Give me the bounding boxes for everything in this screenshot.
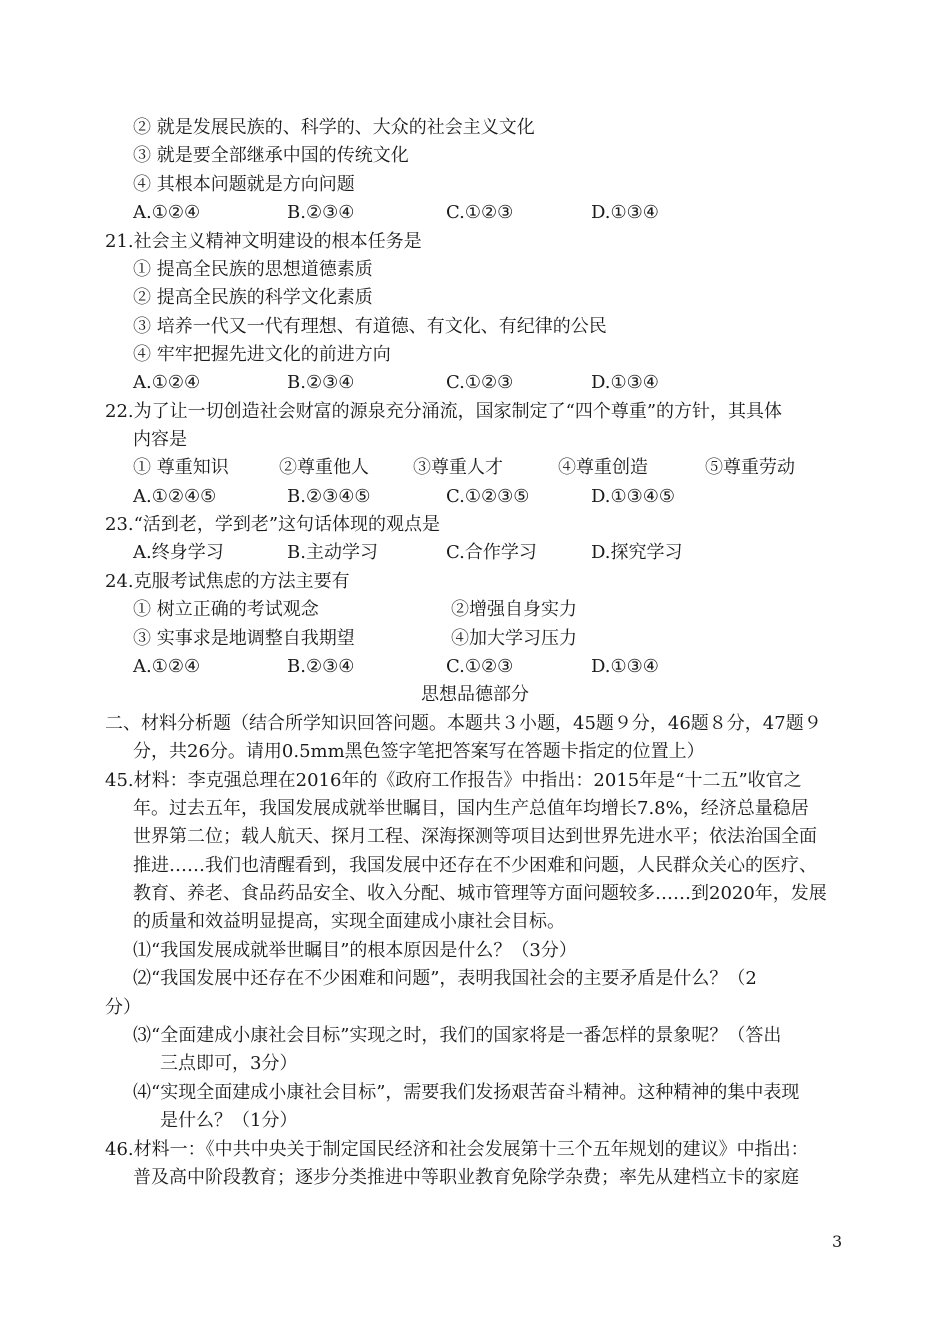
q20-item-4: ④ 其根本问题就是方向问题 bbox=[133, 174, 355, 195]
q21-item-3: ③ 培养一代又一代有理想、有道德、有文化、有纪律的公民 bbox=[133, 316, 607, 337]
q45-material-line-2: 年。过去五年，我国发展成就举世瞩目，国内生产总值年均增长7.8%，经济总量稳居 bbox=[133, 798, 809, 819]
part2-header-line-1: 二、材料分析题（结合所学知识回答问题。本题共３小题，45题９分，46题８分，47题９ bbox=[105, 713, 822, 734]
q20-option-a: A.①②④ bbox=[133, 202, 201, 223]
q46-line-1: 46.材料一：《中共中央关于制定国民经济和社会发展第十三个五年规划的建议》中指出： bbox=[105, 1139, 809, 1160]
q21-item-1: ① 提高全民族的思想道德素质 bbox=[133, 259, 373, 280]
q46-line-2: 普及高中阶段教育；逐步分类推进中等职业教育免除学杂费；率先从建档立卡的家庭 bbox=[133, 1167, 799, 1188]
q22-stem-line-1: 22.为了让一切创造社会财富的源泉充分涌流，国家制定了“四个尊重”的方针，其具体 bbox=[105, 401, 783, 422]
q22-item-2: ②尊重他人 bbox=[279, 457, 369, 478]
q23-stem: 23.“活到老，学到老”这句话体现的观点是 bbox=[105, 514, 441, 535]
q45-sub-4-line-2: 是什么？（1分） bbox=[160, 1110, 298, 1131]
q21-option-a: A.①②④ bbox=[133, 372, 201, 393]
q20-option-b: B.②③④ bbox=[287, 202, 355, 223]
q45-sub-1: ⑴“我国发展成就举世瞩目”的根本原因是什么？（3分） bbox=[133, 940, 577, 961]
q45-material-line-1: 45.材料：李克强总理在2016年的《政府工作报告》中指出：2015年是“十二五”收官之 bbox=[105, 770, 802, 791]
q21-item-2: ② 提高全民族的科学文化素质 bbox=[133, 287, 373, 308]
q23-option-a: A.终身学习 bbox=[133, 542, 224, 563]
q20-option-d: D.①③④ bbox=[591, 202, 659, 223]
q45-material-line-6: 的质量和效益明显提高，实现全面建成小康社会目标。 bbox=[133, 911, 565, 932]
q21-stem: 21.社会主义精神文明建设的根本任务是 bbox=[105, 231, 422, 252]
q24-stem: 24.克服考试焦虑的方法主要有 bbox=[105, 571, 350, 592]
q23-option-b: B.主动学习 bbox=[287, 542, 378, 563]
q24-option-a: A.①②④ bbox=[133, 656, 201, 677]
q21-option-c: C.①②③ bbox=[446, 372, 514, 393]
q24-item-2: ②增强自身实力 bbox=[451, 599, 577, 620]
q45-material-line-5: 教育、养老、食品药品安全、收入分配、城市管理等方面问题较多……到2020年，发展 bbox=[133, 883, 827, 904]
q22-item-5: ⑤尊重劳动 bbox=[705, 457, 795, 478]
q24-item-1: ① 树立正确的考试观念 bbox=[133, 599, 319, 620]
q22-item-4: ④尊重创造 bbox=[558, 457, 648, 478]
q23-option-c: C.合作学习 bbox=[446, 542, 537, 563]
q22-item-1: ① 尊重知识 bbox=[133, 457, 229, 478]
q21-item-4: ④ 牢牢把握先进文化的前进方向 bbox=[133, 344, 391, 365]
q45-sub-4-line-1: ⑷“实现全面建成小康社会目标”，需要我们发扬艰苦奋斗精神。这种精神的集中表现 bbox=[133, 1082, 800, 1103]
q22-option-a: A.①②④⑤ bbox=[133, 486, 217, 507]
q22-option-b: B.②③④⑤ bbox=[287, 486, 371, 507]
q24-item-4: ④加大学习压力 bbox=[451, 628, 577, 649]
q24-option-c: C.①②③ bbox=[446, 656, 514, 677]
q23-option-d: D.探究学习 bbox=[591, 542, 683, 563]
section-title: 思想品德部分 bbox=[421, 684, 529, 705]
q22-item-3: ③尊重人才 bbox=[413, 457, 503, 478]
q45-sub-2-line-2: 分） bbox=[105, 997, 141, 1018]
q22-stem-line-2: 内容是 bbox=[133, 429, 187, 450]
q20-item-2: ② 就是发展民族的、科学的、大众的社会主义文化 bbox=[133, 117, 535, 138]
q20-option-c: C.①②③ bbox=[446, 202, 514, 223]
q22-option-d: D.①③④⑤ bbox=[591, 486, 676, 507]
q45-sub-2-line-1: ⑵“我国发展中还存在不少困难和问题”，表明我国社会的主要矛盾是什么？（2 bbox=[133, 968, 757, 989]
q45-sub-3-line-2: 三点即可，3分） bbox=[160, 1053, 298, 1074]
q20-item-3: ③ 就是要全部继承中国的传统文化 bbox=[133, 145, 409, 166]
q21-option-d: D.①③④ bbox=[591, 372, 659, 393]
page-number: 3 bbox=[832, 1232, 843, 1251]
q24-item-3: ③ 实事求是地调整自我期望 bbox=[133, 628, 355, 649]
q24-option-b: B.②③④ bbox=[287, 656, 355, 677]
q24-option-d: D.①③④ bbox=[591, 656, 659, 677]
q45-sub-3-line-1: ⑶“全面建成小康社会目标”实现之时，我们的国家将是一番怎样的景象呢？（答出 bbox=[133, 1025, 782, 1046]
part2-header-line-2: 分，共26分。请用0.5mm黑色签字笔把答案写在答题卡指定的位置上） bbox=[133, 741, 705, 762]
q22-option-c: C.①②③⑤ bbox=[446, 486, 530, 507]
q21-option-b: B.②③④ bbox=[287, 372, 355, 393]
q45-material-line-3: 世界第二位；载人航天、探月工程、深海探测等项目达到世界先进水平；依法治国全面 bbox=[133, 826, 817, 847]
q45-material-line-4: 推进……我们也清醒看到，我国发展中还存在不少困难和问题，人民群众关心的医疗、 bbox=[133, 855, 817, 876]
